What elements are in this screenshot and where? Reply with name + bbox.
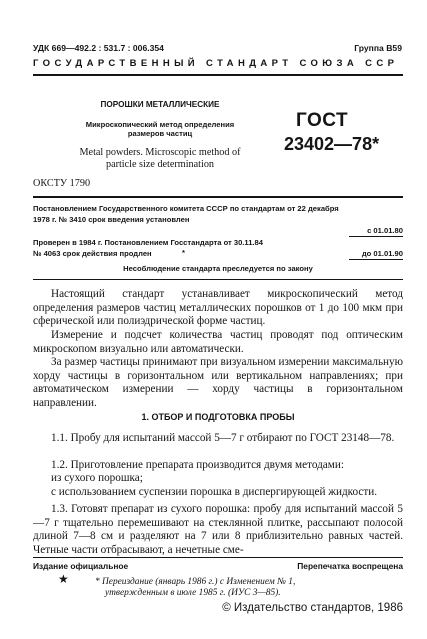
- copyright: © Издательство стандартов, 1986: [222, 602, 403, 614]
- paragraph-1-2: 1.2. Приготовление препарата производится двумя методами:: [51, 459, 344, 471]
- reissue-note-line-1: * Переиздание (январь 1986 г.) с Изменением № 1,: [95, 577, 296, 587]
- document-title: ПОРОШКИ МЕТАЛЛИЧЕСКИЕ: [100, 100, 220, 109]
- paragraph-scope: Настоящий стандарт устанавливает микроскопический метод определения размеров частиц металлических порошков от 1 до 100 мкм при сферической или полиэдрической форме частиц.: [33, 288, 403, 328]
- paragraph-measurement: Измерение и подсчет количества частиц проводят под оптическим микроскопом визуально или автоматически.: [33, 329, 403, 355]
- paragraph-particle-size: За размер частицы принимают при визуальном измерении максимальную хорду частицы в горизонтальном или вертикальном направлениях; при автоматическом измерении — хорду частицы в горизонтальном направлении.: [33, 356, 403, 409]
- decree-line-1: Постановлением Государственного комитета СССР по стандартам от 22 декабря: [33, 204, 339, 213]
- gost-label: ГОСТ: [296, 110, 349, 131]
- header-rule: [33, 74, 403, 76]
- date-underline: [349, 236, 403, 237]
- reprint-prohibited: Перепечатка воспрещена: [297, 561, 403, 571]
- standard-banner: ГОСУДАРСТВЕННЫЙ СТАНДАРТ СОЮЗА ССР: [33, 58, 399, 69]
- section-title: 1. ОТБОР И ПОДГОТОВКА ПРОБЫ: [141, 412, 295, 422]
- paragraph-method-dry: из сухого порошка;: [51, 472, 143, 484]
- document-title-english: Metal powders. Microscopic method of particle size determination: [79, 147, 241, 170]
- footer-rule: [33, 557, 403, 558]
- group-code: Группа В59: [354, 43, 402, 53]
- effective-date: с 01.01.80: [367, 226, 403, 235]
- document-subtitle: Микроскопический метод определения размеров частиц: [85, 120, 235, 139]
- paragraph-method-suspension: с использованием суспензии порошка в диспергирующей жидкости.: [51, 486, 378, 498]
- decree-mark: *: [182, 248, 185, 257]
- extended-date: до 01.01.90: [361, 249, 403, 258]
- gost-number: 23402—78*: [284, 134, 380, 154]
- date-underline-2: [349, 259, 403, 260]
- decree-line-4: № 4063 срок действия продлен: [33, 249, 152, 258]
- decree-line-2: 1978 г. № 3410 срок введения установлен: [33, 215, 190, 224]
- reissue-note-line-2: утвержденным в июле 1985 г. (ИУС 3—85).: [105, 588, 281, 598]
- legal-warning: Несоблюдение стандарта преследуется по закону: [123, 264, 313, 273]
- official-edition: Издание официальное: [33, 561, 129, 571]
- star-icon: ★: [58, 572, 69, 586]
- okstu-code: ОКСТУ 1790: [33, 178, 91, 189]
- title-rule: [33, 196, 403, 198]
- paragraph-1-3: 1.3. Готовят препарат из сухого порошка: пробу для испытаний массой 5—7 г тщательно перемешивают на стеклянной плитке, рассыпают полосой длиной 7—8 см и разделяют на 7 или 8 приблизительно равных частей. Четные части отбрасывают, а нечетные сме-: [33, 503, 403, 556]
- udk-code: УДК 669—492.2 : 531.7 : 006.354: [33, 43, 164, 53]
- paragraph-1-1: 1.1. Пробу для испытаний массой 5—7 г отбирают по ГОСТ 23148—78.: [51, 432, 395, 444]
- decree-line-3: Проверен в 1984 г. Постановлением Госстандарта от 30.11.84: [33, 238, 263, 247]
- decree-rule: [33, 279, 403, 280]
